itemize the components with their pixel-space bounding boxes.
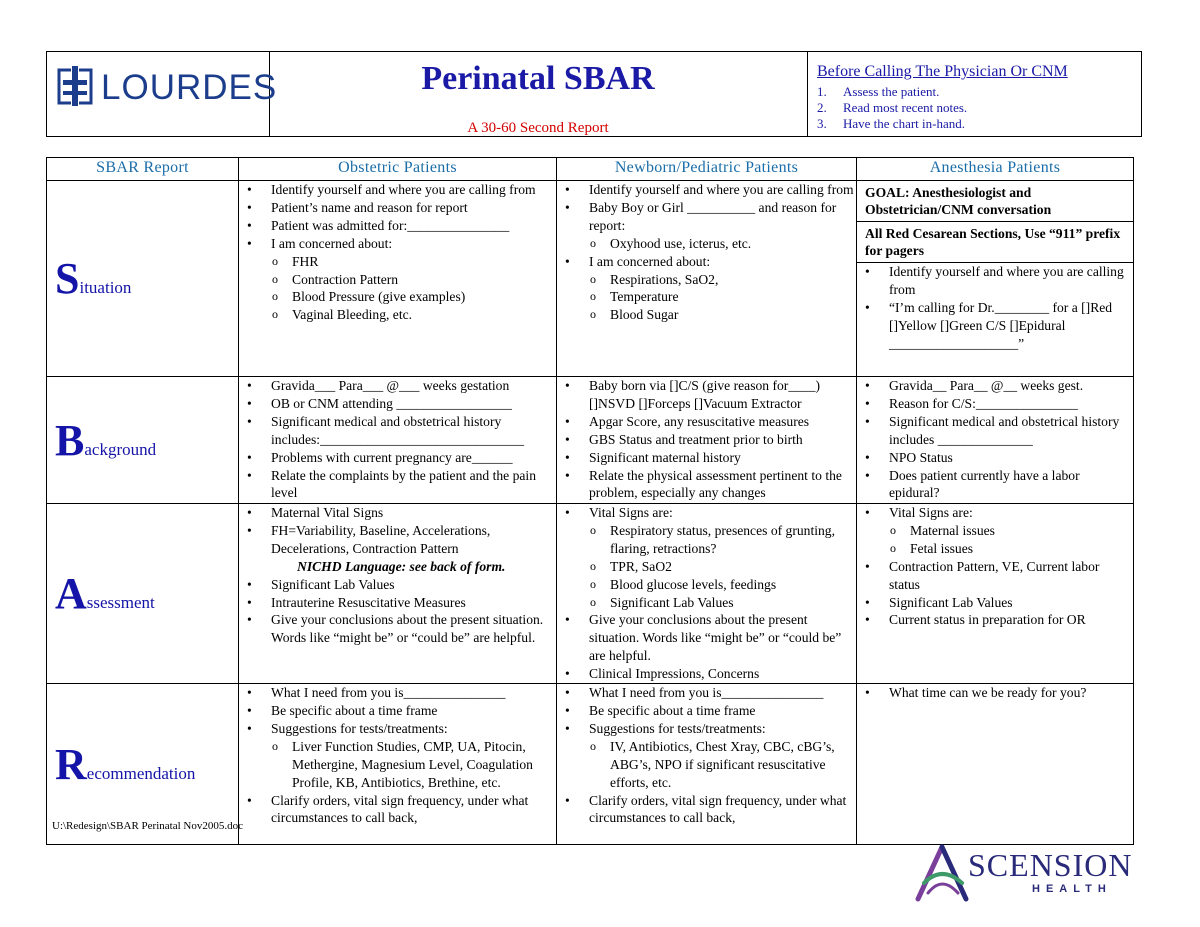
step-text: Assess the patient.	[843, 84, 940, 99]
list-item: • Relate the physical assessment pertinent to the problem, especially any changes	[557, 467, 856, 503]
list-item: • Patient’s name and reason for report	[239, 199, 556, 217]
sub-item: o Fetal issues	[857, 540, 1133, 558]
list-item	[857, 504, 1133, 558]
list-item: • Significant maternal history	[557, 449, 856, 467]
list-item	[557, 720, 856, 792]
list-item: • Identify yourself and where you are calling from	[239, 181, 556, 199]
situation-anesthesia	[857, 181, 1134, 377]
assessment-obstetric	[239, 504, 557, 684]
row-label-text: ituation	[79, 278, 132, 297]
list-item: • Be specific about a time frame	[239, 702, 556, 720]
situation-obstetric	[239, 181, 557, 377]
list-item: • Does patient currently have a labor epidural?	[857, 467, 1133, 503]
sub-item: o Respiratory status, presences of grunting, flaring, retractions?	[557, 522, 856, 558]
list-item: • Clinical Impressions, Concerns	[557, 665, 856, 683]
list-item: • Clarify orders, vital sign frequency, under what circumstances to call back,	[557, 792, 856, 828]
list-item: • Relate the complaints by the patient and the pain level	[239, 467, 556, 503]
list-item: • Maternal Vital Signs	[239, 504, 556, 522]
step-number: 1.	[817, 84, 827, 99]
step-number: 3.	[817, 116, 827, 131]
nichd-language-note: NICHD Language: see back of form.	[297, 558, 506, 574]
list-item	[557, 253, 856, 325]
before-calling-heading: Before Calling The Physician Or CNM	[817, 63, 1068, 80]
list-item: • Gravida__ Para__ @__ weeks gest.	[857, 377, 1133, 395]
list-item-text: I am concerned about:	[589, 253, 711, 269]
sub-item: o IV, Antibiotics, Chest Xray, CBC, cBG’s, ABG’s, NPO if significant resuscitative efforts, etc.	[557, 738, 856, 792]
list-item: • Baby born via []C/S (give reason for____) []NSVD []Forceps []Vacuum Extractor	[557, 377, 856, 413]
row-letter: R	[55, 739, 87, 789]
list-item: • Give your conclusions about the present situation. Words like “might be” or “could be” are helpful.	[239, 611, 556, 647]
sub-item: o Vaginal Bleeding, etc.	[239, 306, 556, 324]
step-number: 2.	[817, 100, 827, 115]
row-letter: B	[55, 415, 85, 465]
list-item-text: Suggestions for tests/treatments:	[589, 720, 766, 736]
list-item: • Significant medical and obstetrical history includes ______________	[857, 413, 1133, 449]
lourdes-cross-logo-icon	[57, 66, 93, 106]
table-header-row	[47, 158, 1134, 181]
title-area	[269, 52, 808, 136]
sbar-table	[46, 157, 1134, 845]
row-label-text: ackground	[84, 439, 157, 459]
list-item: • NPO Status	[857, 449, 1133, 467]
list-item: • Identify yourself and where you are calling from	[857, 263, 1127, 299]
row-assessment	[47, 504, 1134, 684]
sub-item: o Significant Lab Values	[557, 594, 856, 612]
row-label-situation	[47, 181, 239, 377]
row-situation	[47, 181, 1134, 377]
list-item: • Significant medical and obstetrical history includes:______________________________	[239, 413, 556, 449]
assessment-anesthesia	[857, 504, 1134, 684]
list-item: • Significant Lab Values	[857, 594, 1133, 612]
list-item: • Contraction Pattern, VE, Current labor status	[857, 558, 1133, 594]
step-text: Read most recent notes.	[843, 100, 968, 115]
sub-item: o Blood glucose levels, feedings	[557, 576, 856, 594]
col-header-sbar: SBAR Report	[47, 158, 239, 181]
row-letter: S	[55, 254, 80, 303]
before-calling-box	[807, 52, 1141, 136]
page-subtitle: A 30-60 Second Report	[467, 120, 609, 136]
col-header-newborn: Newborn/Pediatric Patients	[557, 158, 857, 181]
header-box	[46, 51, 1142, 137]
list-item: • Identify yourself and where you are calling from	[557, 181, 856, 199]
file-path-footer: U:\Redesign\SBAR Perinatal Nov2005.doc	[52, 820, 243, 832]
anesthesia-red-cesarean-note: All Red Cesarean Sections, Use “911” prefix for pagers	[857, 222, 1133, 263]
list-item: • Be specific about a time frame	[557, 702, 856, 720]
background-newborn	[557, 377, 857, 504]
sub-item: o FHR	[239, 253, 556, 271]
before-calling-steps	[817, 84, 967, 132]
row-label-text: ssessment	[86, 593, 155, 613]
list-item	[239, 720, 556, 792]
row-label-background	[47, 377, 239, 504]
ascension-logo-text: SCENSION	[968, 847, 1133, 883]
background-anesthesia	[857, 377, 1134, 504]
list-item-text: I am concerned about:	[271, 235, 393, 251]
page-title: Perinatal SBAR	[421, 60, 655, 97]
situation-newborn	[557, 181, 857, 377]
list-item: • Intrauterine Resuscitative Measures	[239, 594, 556, 612]
ascension-logo	[912, 843, 1142, 903]
lourdes-logo-text: LOURDES	[101, 68, 278, 107]
recommendation-newborn	[557, 684, 857, 845]
row-label-assessment	[47, 504, 239, 684]
step-item	[817, 100, 967, 116]
list-item: • Apgar Score, any resuscitative measures	[557, 413, 856, 431]
list-item: • Current status in preparation for OR	[857, 611, 1133, 629]
list-item: • Significant Lab Values	[239, 576, 556, 594]
assessment-newborn	[557, 504, 857, 684]
list-item: • Clarify orders, vital sign frequency, under what circumstances to call back,	[239, 792, 556, 828]
recommendation-obstetric	[239, 684, 557, 845]
recommendation-anesthesia	[857, 684, 1134, 845]
list-item: • What time can we be ready for you?	[857, 684, 1133, 702]
list-item	[557, 199, 856, 253]
list-item: • FH=Variability, Baseline, Accelerations, Decelerations, Contraction Pattern	[239, 522, 556, 558]
sub-item: o Contraction Pattern	[239, 271, 556, 289]
list-item-text: Baby Boy or Girl __________ and reason for report:	[589, 199, 837, 233]
sub-item: o Blood Pressure (give examples)	[239, 288, 556, 306]
ascension-logo-subtext: HEALTH	[1032, 883, 1112, 895]
step-item	[817, 84, 967, 100]
list-item	[239, 235, 556, 325]
sub-item: o Respirations, SaO2,	[557, 271, 856, 289]
sub-item: o Temperature	[557, 288, 856, 306]
list-item: • Reason for C/S:_______________	[857, 395, 1133, 413]
list-item: • Give your conclusions about the present situation. Words like “might be” or “could be” are helpful.	[557, 611, 856, 665]
list-item-text: Vital Signs are:	[889, 505, 973, 520]
col-header-anesthesia: Anesthesia Patients	[857, 158, 1134, 181]
col-header-obstetric: Obstetric Patients	[239, 158, 557, 181]
step-text: Have the chart in-hand.	[843, 116, 966, 131]
row-letter: A	[55, 569, 87, 619]
list-item: • “I’m calling for Dr.________ for a []Red []Yellow []Green C/S []Epidural ___________________”	[857, 299, 1127, 353]
anesthesia-goal: GOAL: Anesthesiologist and Obstetrician/CNM conversation	[857, 181, 1133, 222]
list-item	[557, 504, 856, 611]
list-item-text: Suggestions for tests/treatments:	[271, 720, 448, 736]
sub-item: o Oxyhood use, icterus, etc.	[557, 235, 856, 253]
list-item: • OB or CNM attending _________________	[239, 395, 556, 413]
list-item: • Problems with current pregnancy are______	[239, 449, 556, 467]
sub-item: o TPR, SaO2	[557, 558, 856, 576]
list-item: • What I need from you is_______________	[557, 684, 856, 702]
list-item: • GBS Status and treatment prior to birth	[557, 431, 856, 449]
row-background	[47, 377, 1134, 504]
sub-item: o Maternal issues	[857, 522, 1133, 540]
row-label-text: ecommendation	[86, 763, 196, 783]
sub-item: o Blood Sugar	[557, 306, 856, 324]
background-obstetric	[239, 377, 557, 504]
list-item-text: Vital Signs are:	[589, 505, 673, 520]
list-item: • Patient was admitted for:_______________	[239, 217, 556, 235]
list-item: • What I need from you is_______________	[239, 684, 556, 702]
sub-item: o Liver Function Studies, CMP, UA, Pitocin, Methergine, Magnesium Level, Coagulation Profile, KB, Antibiotics, Brethine, etc.	[239, 738, 556, 792]
list-item: • Gravida___ Para___ @___ weeks gestation	[239, 377, 556, 395]
step-item	[817, 116, 967, 132]
ascension-logo-icon	[912, 843, 972, 903]
lourdes-logo	[47, 52, 278, 136]
